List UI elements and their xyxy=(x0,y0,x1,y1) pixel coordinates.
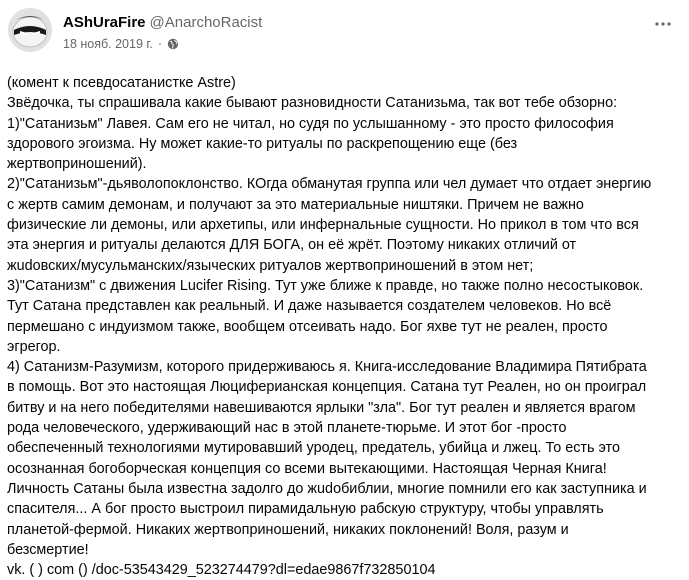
more-options-button[interactable] xyxy=(651,14,675,34)
post-date[interactable]: 18 нояб. 2019 г. xyxy=(63,37,153,51)
post-text-line: здорового эгоизма. Ну может какие-то ритуалы по раскрепощению еще (без xyxy=(7,135,518,152)
author-handle[interactable]: @AnarchoRacist xyxy=(149,14,263,31)
post-text-line: спасителя... А бог просто выстроил пирамидальную рабскую структуру, чтобы управлять xyxy=(7,501,604,518)
post-text-line: безсмертие! xyxy=(7,541,89,558)
post-link[interactable]: vk. ( ) com () /doc-53543429_523274479?dl=edae9867f732850104 xyxy=(7,562,436,579)
post-text-line: 4) Сатанизм-Разумизм, которого придерживаюсь я. Книга-исследование Владимира Пятибрата xyxy=(7,359,647,376)
post-text-line: 3)"Сатанизм" с движения Lucifer Rising. Тут уже ближе к правде, но также полно несостыковок. xyxy=(7,277,644,294)
post-text-line: физические ли демоны, или архетипы, или инфернальные сущности. Но прикол в том что вся xyxy=(7,217,639,234)
post-text-line: с жертв самим демонам, и получают за это материальные ништяки. Причем не важно xyxy=(7,196,584,213)
post-text-line: битву и на него победителями навешиваются ярлыки "зла". Бог тут реален и является врагом xyxy=(7,399,636,416)
post-text-line: 2)"Сатанизьм"-дьяволопоклонство. КОгда обманутая группа или чел думает что отдает энергию xyxy=(7,176,652,193)
post-author xyxy=(63,13,262,32)
post-text-line: планетой-фермой. Никаких жертвоприношений, никаких поклонений! Воля, разум и xyxy=(7,521,569,538)
post-text-line: эгрегор. xyxy=(7,338,61,355)
post-text-line: осознанная богоборческая концепция со всеми вытекающими. Настоящая Черная Книга! xyxy=(7,460,607,477)
meta-separator: · xyxy=(157,37,163,51)
post-text-line: Звёдочка, ты спрашивала какие бывают разновидности Сатанизьма, так вот тебе обзорно: xyxy=(7,95,618,112)
post-text-line: Личность Сатаны была известна задолго до жudoбиблии, многие помнили его как заступника и xyxy=(7,480,647,497)
post-text-line: обеспеченный технологиями мутировавший уродец, предатель, убийца и лжец. То есть это xyxy=(7,440,620,457)
post-text-line: в помощь. Вот это настоящая Люциферианская концепция. Сатана тут Реален, но он проиграл xyxy=(7,379,647,396)
avatar-image-icon xyxy=(8,8,52,52)
post-text-line: жертвоприношений). xyxy=(7,156,147,173)
post-text-line: жudовских/мусульманских/языческих ритуалов жертвоприношений в этом нет; xyxy=(7,257,534,274)
post-meta xyxy=(63,36,179,52)
post-text-line: эта энергия и ритуалы делаются ДЛЯ БОГА, он её жрёт. Поэтому никаких отличий от xyxy=(7,237,577,254)
author-name[interactable]: AShUraFire xyxy=(63,14,146,31)
post-body xyxy=(7,73,683,580)
globe-icon xyxy=(167,38,179,50)
more-horizontal-icon xyxy=(655,22,671,26)
post-text-line: пермешано с индуизмом также, вообщем отсеивать надо. Бог яхве тут не реален, просто xyxy=(7,318,608,335)
post-text-line: Тут Сатана представлен как реальный. И даже называется создателем человеков. Но всё xyxy=(7,298,612,315)
post-text-line: (комент к псевдосатанистке Astre) xyxy=(7,75,236,91)
avatar[interactable] xyxy=(8,8,52,52)
post-text-line: рода человеческого, удерживающий нас в этой планете-тюрьме. И этот бог -просто xyxy=(7,420,567,437)
post-text-line: 1)"Сатанизьм" Лавея. Сам его не читал, но судя по услышанному - это просто философия xyxy=(7,115,614,132)
